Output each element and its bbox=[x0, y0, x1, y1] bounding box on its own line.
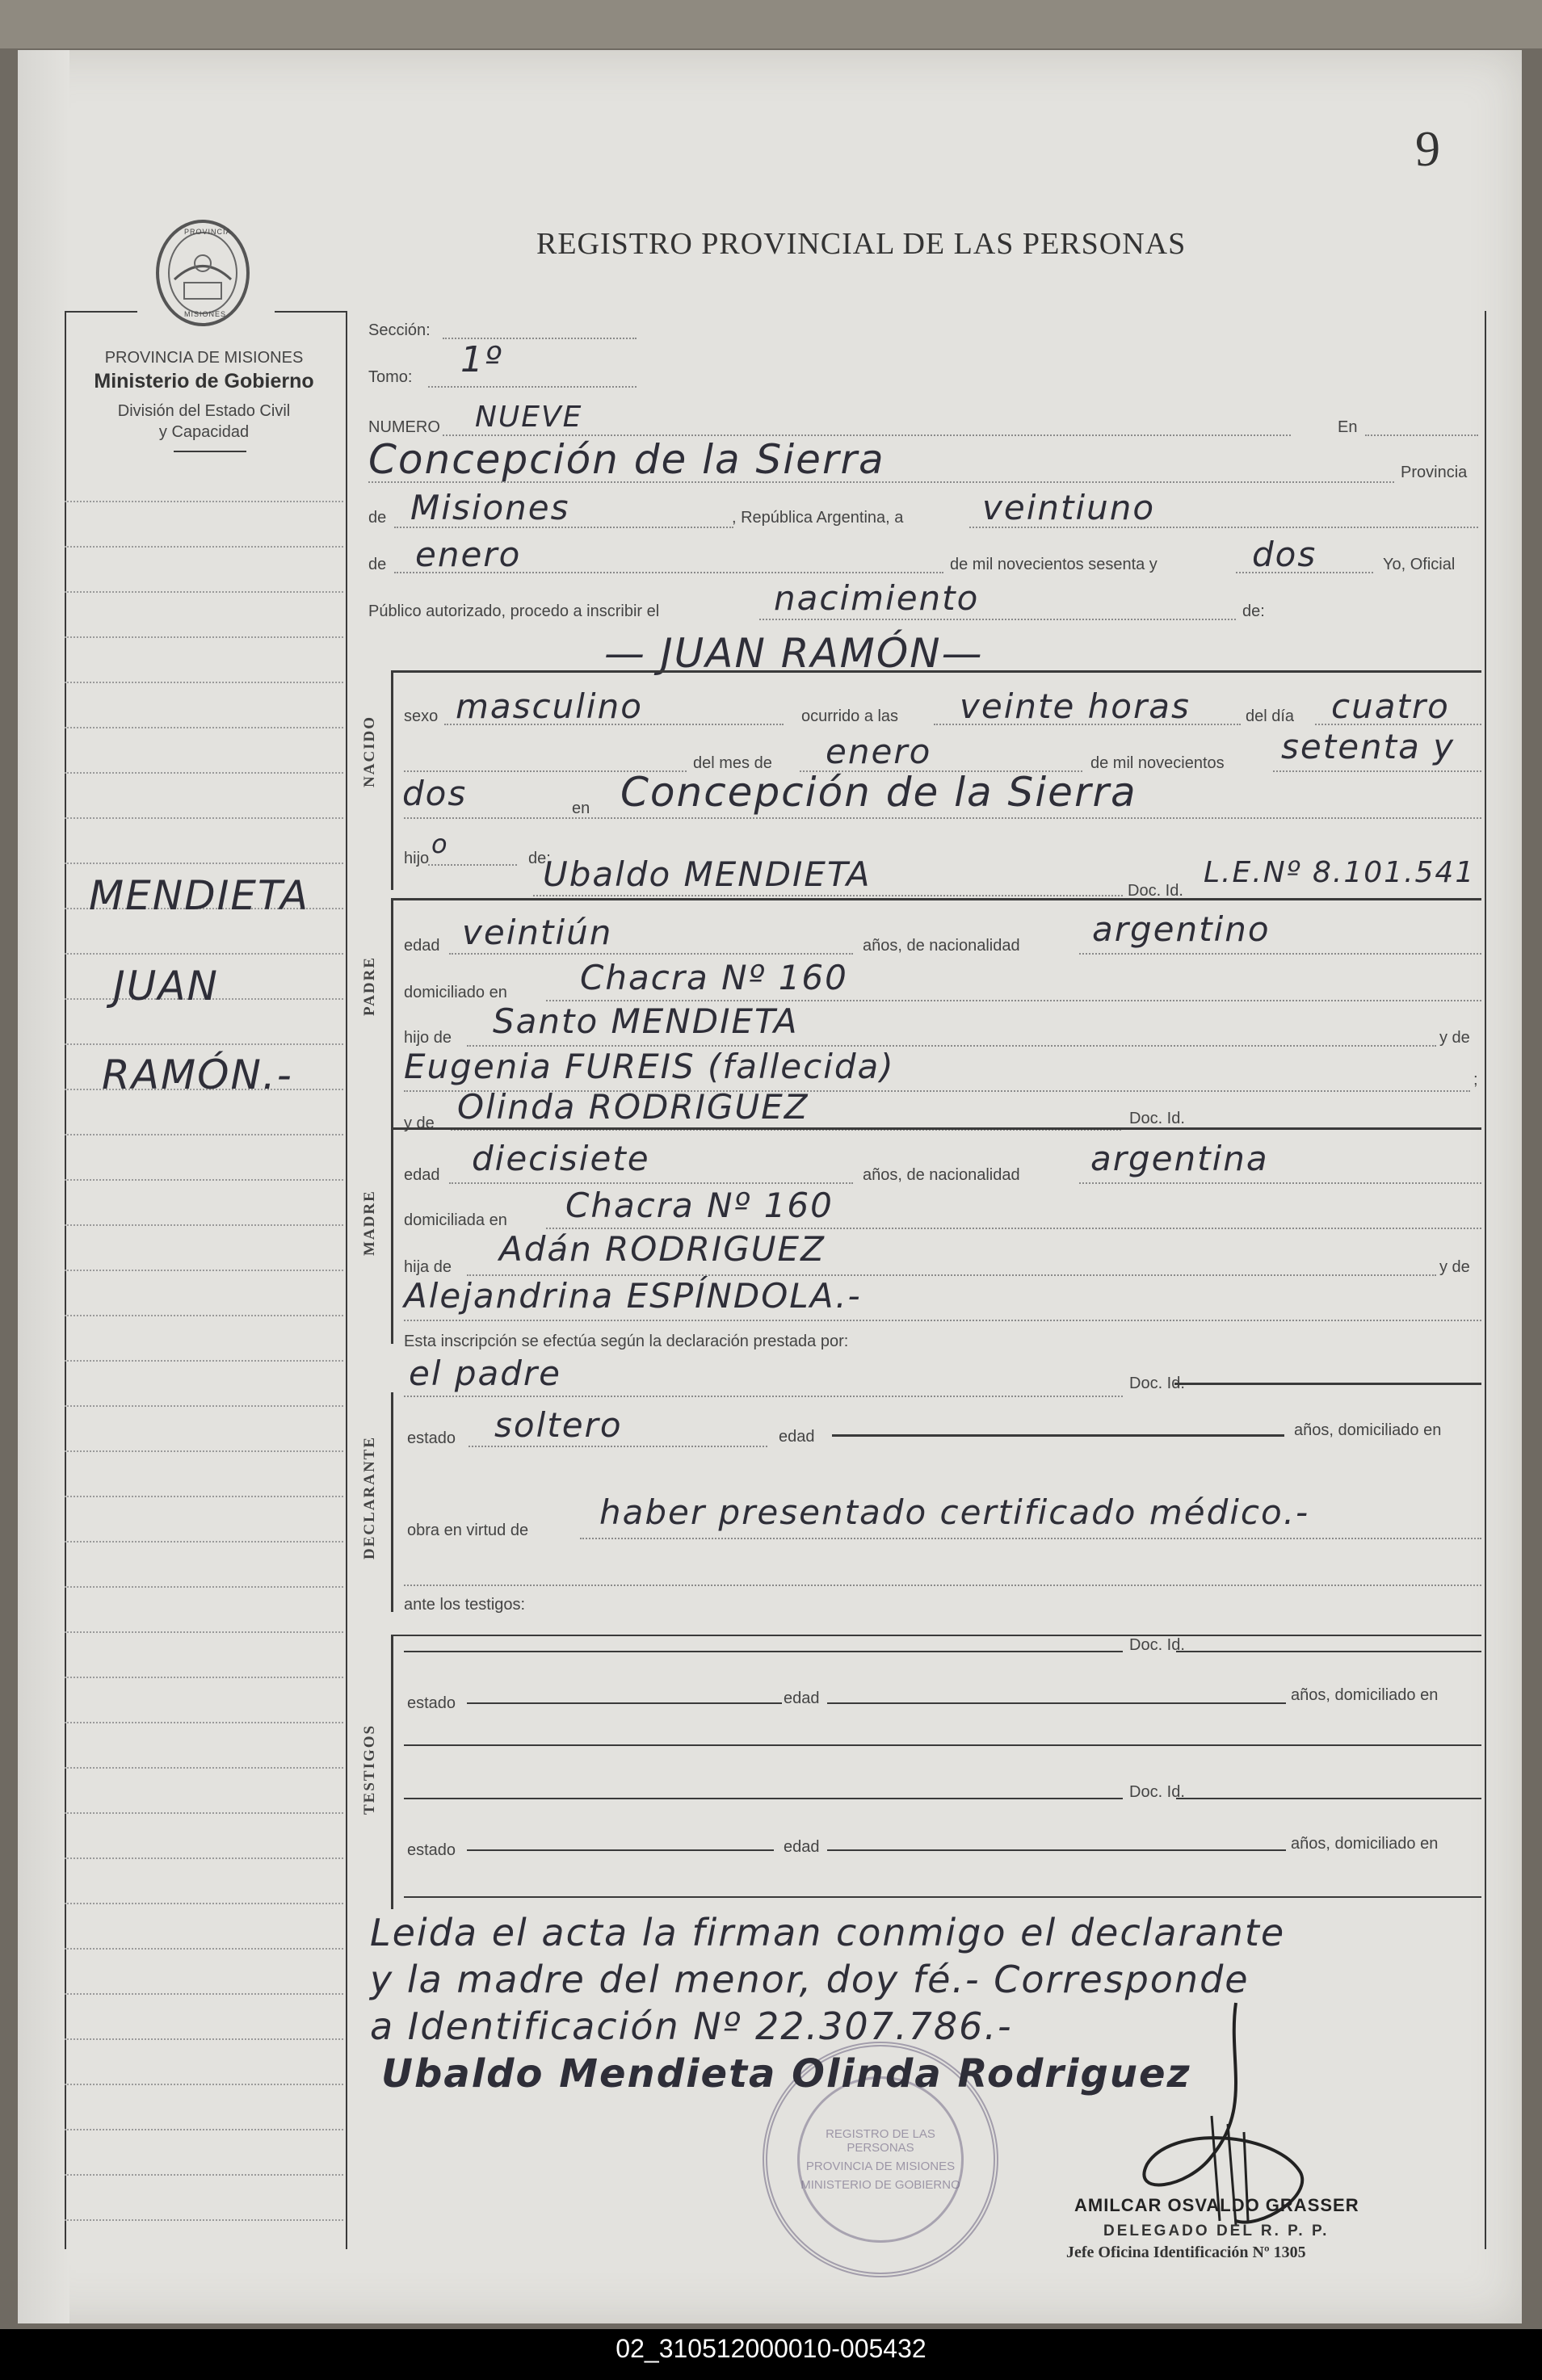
padre-doc-value: L.E.Nº 8.101.541 bbox=[1204, 856, 1476, 889]
margin-rule-line bbox=[65, 1405, 343, 1407]
anio-field bbox=[1273, 770, 1481, 772]
sexo-value: masculino bbox=[456, 686, 643, 726]
province-emblem bbox=[150, 216, 255, 330]
testigos-section-label: TESTIGOS bbox=[361, 1723, 378, 1815]
declarante-doc-field bbox=[1174, 1383, 1481, 1385]
margin-rule-line bbox=[65, 863, 343, 864]
testigo2-domicilio-label: años, domiciliado en bbox=[1291, 1835, 1439, 1853]
margin-rule-line bbox=[65, 636, 343, 638]
madre-y-de-label-2: y de bbox=[1439, 1258, 1470, 1276]
province-label: PROVINCIA DE MISIONES bbox=[104, 349, 304, 367]
declarante-edad-field bbox=[832, 1434, 1284, 1437]
nacido-section-label: NACIDO bbox=[361, 715, 378, 787]
testigo2-doc-label: Doc. Id. bbox=[1129, 1783, 1185, 1801]
hijo-value: o bbox=[431, 829, 449, 859]
provincia-label: Provincia bbox=[1401, 464, 1468, 481]
month-field bbox=[394, 572, 943, 573]
madre-edad-field bbox=[449, 1182, 853, 1184]
day-field bbox=[969, 527, 1478, 528]
background-frame bbox=[0, 0, 1542, 48]
madre-domicilio-value: Chacra Nº 160 bbox=[565, 1186, 834, 1225]
numero-label: NUMERO bbox=[368, 418, 440, 436]
testigo2-estado-field bbox=[467, 1849, 774, 1851]
margin-top-rule-right bbox=[275, 311, 346, 313]
page-spine bbox=[18, 50, 69, 2323]
declarante-estado-field bbox=[468, 1446, 767, 1447]
margin-rule-line bbox=[65, 727, 343, 728]
image-caption: 02_310512000010-005432 bbox=[616, 2334, 926, 2363]
testigo2-doc-field bbox=[1176, 1798, 1481, 1799]
testigo2-edad-label: edad bbox=[784, 1838, 820, 1856]
sexo-label: sexo bbox=[404, 707, 439, 725]
margin-first-name: JUAN bbox=[113, 963, 219, 1010]
tomo-label: Tomo: bbox=[368, 368, 413, 386]
margin-right-rule bbox=[346, 311, 347, 2249]
declarante-quien-value: el padre bbox=[409, 1354, 562, 1393]
ministry-label: Ministerio de Gobierno bbox=[94, 370, 314, 392]
padre-edad-value: veintiún bbox=[462, 913, 613, 952]
en-label-nacido: en bbox=[572, 800, 590, 817]
testigo1-estado-field bbox=[467, 1702, 782, 1704]
day-value: veintiuno bbox=[982, 488, 1156, 527]
year-label: de mil novecientos sesenta y bbox=[950, 556, 1158, 573]
padre-nombre-value: Ubaldo MENDIETA bbox=[543, 854, 872, 894]
margin-rule-line bbox=[65, 1541, 343, 1543]
margin-rule-line bbox=[65, 1270, 343, 1271]
publico-label: Público autorizado, procedo a inscribir el bbox=[368, 602, 660, 620]
margin-rule-line bbox=[65, 1043, 343, 1045]
padre-padre-value: Santo MENDIETA bbox=[493, 1001, 799, 1041]
padre-edad-label: edad bbox=[404, 937, 440, 955]
hora-value: veinte horas bbox=[960, 686, 1191, 726]
sexo-field bbox=[444, 724, 784, 725]
padre-nacionalidad-label: años, de nacionalidad bbox=[863, 937, 1020, 955]
declarante-doc-label: Doc. Id. bbox=[1129, 1375, 1185, 1392]
margin-rule-line bbox=[65, 1677, 343, 1678]
madre-hija-de-label: hija de bbox=[404, 1258, 452, 1276]
declarante-estado-value: soltero bbox=[494, 1405, 623, 1445]
emblem-text-top: PROVINCIA bbox=[184, 228, 232, 236]
padre-doc-label: Doc. Id. bbox=[1128, 882, 1183, 900]
dia-label: del día bbox=[1246, 707, 1295, 725]
madre-nacionalidad-label: años, de nacionalidad bbox=[863, 1166, 1020, 1184]
padre-semicolon: ; bbox=[1473, 1071, 1478, 1089]
margin-second-name: RAMÓN.- bbox=[102, 1051, 293, 1098]
declarante-obra-field bbox=[580, 1538, 1481, 1539]
testigo1-domicilio-label: años, domiciliado en bbox=[1291, 1686, 1439, 1704]
margin-rule-line bbox=[65, 1722, 343, 1723]
margin-rule-line bbox=[65, 1993, 343, 1995]
margin-rule-line bbox=[65, 1631, 343, 1633]
signatures: Ubaldo Mendieta Olinda Rodriguez bbox=[381, 2051, 1191, 2097]
padre-domicilio-label: domiciliado en bbox=[404, 984, 507, 1001]
margin-rule-line bbox=[65, 772, 343, 774]
anio-label: de mil novecientos bbox=[1090, 754, 1225, 772]
madre-y-de-label: y de bbox=[404, 1114, 435, 1132]
margin-rule-line bbox=[65, 2174, 343, 2176]
lugar-field bbox=[404, 817, 1481, 819]
margin-rule-line bbox=[65, 2219, 343, 2221]
mes-value: enero bbox=[826, 732, 932, 771]
anio-value-2: dos bbox=[402, 774, 468, 813]
declarante-intro-label: Esta inscripción se efectúa según la declaración prestada por: bbox=[404, 1333, 849, 1350]
division-label-2: y Capacidad bbox=[158, 423, 250, 441]
year-field bbox=[1236, 572, 1373, 573]
act-value: nacimiento bbox=[774, 578, 980, 618]
declarante-edad-label: edad bbox=[779, 1428, 815, 1446]
margin-rule-line bbox=[65, 2084, 343, 2085]
official-name: AMILCAR OSVALDO GRASSER bbox=[1074, 2195, 1359, 2215]
dia-value: cuatro bbox=[1331, 686, 1450, 726]
madre-doc-label: Doc. Id. bbox=[1129, 1110, 1185, 1127]
margin-rule-line bbox=[65, 501, 343, 502]
madre-edad-label: edad bbox=[404, 1166, 440, 1184]
testigo1-name-field bbox=[404, 1651, 1123, 1652]
section-rule-madre bbox=[391, 1127, 1481, 1130]
padre-y-de-label: y de bbox=[1439, 1029, 1470, 1047]
seccion-label: Sección: bbox=[368, 321, 431, 339]
emblem-text-bottom: MISIONES bbox=[184, 310, 227, 318]
testigo1-edad-field bbox=[827, 1702, 1286, 1704]
place-field bbox=[368, 481, 1394, 483]
madre-nacionalidad-value: argentina bbox=[1090, 1139, 1269, 1178]
declarante-quien-field bbox=[404, 1396, 1123, 1397]
oficial-label: Yo, Oficial bbox=[1383, 556, 1456, 573]
declarante-obra-label: obra en virtud de bbox=[407, 1522, 529, 1539]
padre-bracket bbox=[391, 898, 393, 1127]
declarante-extra-field bbox=[404, 1585, 1481, 1586]
declarante-section-label: DECLARANTE bbox=[361, 1435, 378, 1559]
margin-surname: MENDIETA bbox=[89, 872, 310, 919]
margin-top-rule-left bbox=[65, 311, 137, 313]
testigo1-doc-label: Doc. Id. bbox=[1129, 1636, 1185, 1654]
stamp-text-1: REGISTRO DE LAS PERSONAS bbox=[826, 2127, 935, 2155]
margin-rule-line bbox=[65, 1812, 343, 1814]
en-field bbox=[1365, 434, 1478, 436]
tomo-field bbox=[428, 386, 637, 388]
testigo1-edad-label: edad bbox=[784, 1690, 820, 1707]
padre-domicilio-value: Chacra Nº 160 bbox=[580, 958, 848, 997]
closing-line-1: Leida el acta la firman conmigo el declarante bbox=[370, 1911, 1286, 1954]
testigo1-estado-label: estado bbox=[407, 1694, 456, 1712]
madre-bracket bbox=[391, 1127, 393, 1344]
margin-rule-line bbox=[65, 1134, 343, 1135]
madre-domicilio-label: domiciliada en bbox=[404, 1211, 507, 1229]
margin-rule-line bbox=[65, 1586, 343, 1588]
margin-rule-line bbox=[65, 546, 343, 548]
section-rule-testigos bbox=[391, 1635, 1481, 1636]
place-value: Concepción de la Sierra bbox=[368, 436, 885, 483]
padre-section-label: PADRE bbox=[361, 955, 378, 1017]
margin-rule-line bbox=[65, 1767, 343, 1769]
padre-madre-value: Eugenia FUREIS (fallecida) bbox=[404, 1047, 895, 1086]
stamp-text-2: PROVINCIA DE MISIONES bbox=[805, 2160, 956, 2173]
madre-nacionalidad-field bbox=[1079, 1182, 1481, 1184]
hijo-field bbox=[428, 864, 517, 866]
page-number: 9 bbox=[1415, 122, 1440, 177]
child-name-value: — JUAN RAMÓN— bbox=[604, 630, 984, 677]
section-rule-padre bbox=[391, 898, 1481, 900]
ocurrido-label: ocurrido a las bbox=[801, 707, 899, 725]
margin-rule-line bbox=[65, 1179, 343, 1181]
testigo2-estado-label: estado bbox=[407, 1841, 456, 1859]
anio-value: setenta y bbox=[1281, 727, 1456, 766]
closing-line-2: y la madre del menor, doy fé.- Corresponde bbox=[370, 1958, 1250, 2001]
numero-value: NUEVE bbox=[475, 401, 583, 434]
act-field bbox=[759, 619, 1236, 620]
section-rule-nacido bbox=[391, 670, 1481, 673]
padre-edad-field bbox=[449, 953, 853, 955]
margin-left-rule bbox=[65, 311, 66, 2249]
hijo-de-label: de: bbox=[528, 850, 551, 867]
margin-rule-line bbox=[65, 682, 343, 683]
margin-rule-line bbox=[65, 591, 343, 593]
margin-rule-line bbox=[65, 953, 343, 955]
official-title: DELEGADO DEL R. P. P. bbox=[1103, 2223, 1330, 2239]
testigo2-domicilio-field bbox=[404, 1896, 1481, 1898]
declarante-bracket bbox=[391, 1392, 393, 1612]
madre-madre-value: Alejandrina ESPÍNDOLA.- bbox=[404, 1276, 862, 1316]
de-colon-label: de: bbox=[1242, 602, 1265, 620]
month-prefix: de bbox=[368, 556, 387, 573]
hora-field bbox=[934, 724, 1241, 725]
declarante-estado-label: estado bbox=[407, 1429, 456, 1447]
republica-label: , República Argentina, a bbox=[732, 509, 904, 527]
lugar-value: Concepción de la Sierra bbox=[620, 769, 1137, 816]
declarante-domicilio-label: años, domiciliado en bbox=[1294, 1421, 1442, 1439]
margin-rule-line bbox=[65, 1224, 343, 1226]
de-label: de bbox=[368, 509, 387, 527]
testigo1-domicilio-field bbox=[404, 1744, 1481, 1746]
padre-nacionalidad-field bbox=[1079, 953, 1481, 955]
margin-rule-line bbox=[65, 1360, 343, 1362]
closing-line-3: a Identificación Nº 22.307.786.- bbox=[370, 2004, 1013, 2048]
padre-hijo-de-label: hijo de bbox=[404, 1029, 452, 1047]
madre-section-label: MADRE bbox=[361, 1190, 378, 1256]
stamp-text-3: MINISTERIO DE GOBIERNO bbox=[800, 2178, 960, 2192]
province-value: Misiones bbox=[410, 488, 570, 527]
testigo1-doc-field bbox=[1176, 1651, 1481, 1652]
year-value: dos bbox=[1252, 535, 1317, 574]
madre-nombre-value: Olinda RODRIGUEZ bbox=[457, 1087, 809, 1127]
en-label: En bbox=[1338, 418, 1358, 436]
declarante-obra-value: haber presentado certificado médico.- bbox=[599, 1492, 1310, 1532]
testigos-bracket bbox=[391, 1635, 393, 1909]
margin-rule-line bbox=[65, 1450, 343, 1452]
testigo2-edad-field bbox=[827, 1849, 1286, 1851]
mes-label: del mes de bbox=[693, 754, 772, 772]
testigo2-name-field bbox=[404, 1798, 1123, 1799]
margin-rule-line bbox=[65, 817, 343, 819]
nacido-bracket bbox=[391, 670, 393, 890]
divider bbox=[174, 451, 246, 452]
margin-rule-line bbox=[65, 2038, 343, 2040]
margin-rule-line bbox=[65, 1948, 343, 1950]
testigos-ante-label: ante los testigos: bbox=[404, 1596, 526, 1614]
padre-nacionalidad-value: argentino bbox=[1092, 909, 1271, 949]
tomo-value: 1º bbox=[460, 339, 503, 380]
document-title: REGISTRO PROVINCIAL DE LAS PERSONAS bbox=[536, 227, 1187, 261]
official-role: Jefe Oficina Identificación Nº 1305 bbox=[1066, 2244, 1306, 2261]
hijo-label: hijo bbox=[404, 850, 430, 867]
division-label-1: División del Estado Civil bbox=[117, 402, 291, 420]
padre-nombre-field bbox=[533, 895, 1123, 896]
right-border-rule bbox=[1485, 311, 1486, 2249]
province-field bbox=[394, 527, 733, 528]
madre-padre-value: Adán RODRIGUEZ bbox=[499, 1229, 826, 1269]
dia-field bbox=[1315, 724, 1481, 725]
margin-rule-line bbox=[65, 1857, 343, 1859]
margin-rule-line bbox=[65, 1496, 343, 1497]
margin-rule-line bbox=[65, 1903, 343, 1904]
margin-rule-line bbox=[65, 1315, 343, 1316]
madre-edad-value: diecisiete bbox=[472, 1139, 650, 1178]
month-value: enero bbox=[415, 535, 522, 574]
margin-rule-line bbox=[65, 2129, 343, 2130]
madre-madre-field bbox=[404, 1320, 1481, 1321]
